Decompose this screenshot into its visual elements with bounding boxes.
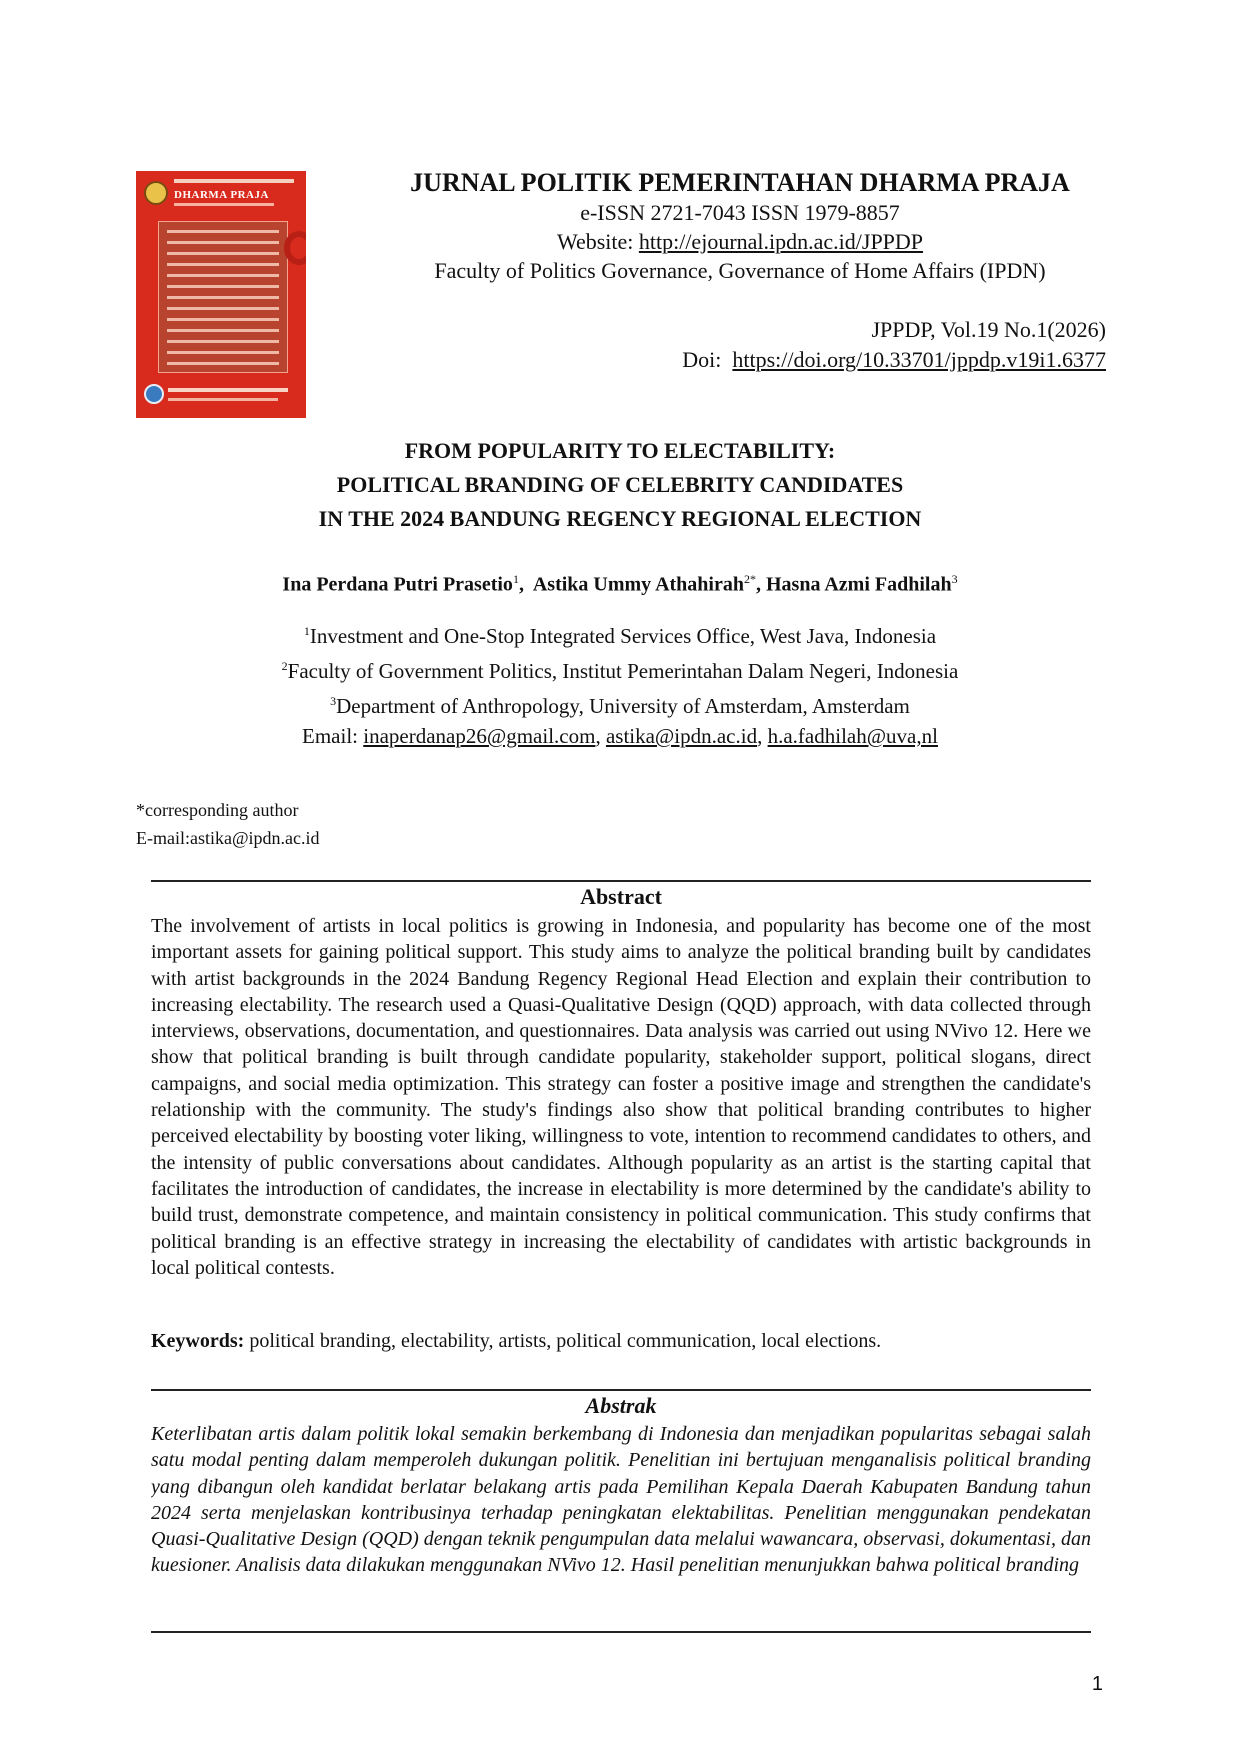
page-number: 1 <box>1091 1673 1103 1695</box>
email-link-1[interactable]: inaperdanap26@gmail.com <box>363 724 596 748</box>
cover-label: DHARMA PRAJA <box>174 189 269 201</box>
website-line: Website: http://ejournal.ipdn.ac.id/JPPDP <box>556 229 924 254</box>
abstract-top-rule <box>151 880 1091 882</box>
journal-header <box>360 168 1120 285</box>
swirl-icon <box>284 231 306 265</box>
volume-doi <box>682 315 1106 375</box>
doi-line: Doi: https://doi.org/10.33701/jppdp.v19i1.6377 <box>682 347 1106 372</box>
email-line: Email: inaperdanap26@gmail.com, astika@ipdn.ac.id, h.a.fadhilah@uva,nl <box>302 724 938 748</box>
keywords: Keywords: political branding, electability, artists, political communication, local elections. <box>151 1330 882 1352</box>
author-2: Astika Ummy Athahirah <box>532 573 744 596</box>
faculty: Faculty of Politics Governance, Governance of Home Affairs (IPDN) <box>434 258 1046 283</box>
abstract-text: The involvement of artists in local politics is growing in Indonesia, and popularity has become one of the most important assets for gaining political support. This study aims to analyze the political branding built by candidates with artist backgrounds in the 2024 Bandung Regency Regional Head Election and explain their contribution to increasing electability. The research used a Quasi-Qualitative Design (QQD) approach, with data collected through interviews, observations, documentation, and questionnaires. Data analysis was carried out using NVivo 12. Here we show that political branding is built through candidate popularity, stakeholder support, political slogans, direct campaigns, and social media optimization. This strategy can foster a positive image and strengthen the candidate's relationship with the community. The study's findings also show that political branding contributes to higher perceived electability by boosting voter liking, willingness to vote, intention to recommend candidates to others, and the intensity of public conversations about candidates. Although popularity as an artist is the starting capital that facilitates the introduction of candidates, the increase in electability is more determined by the candidate's ability to build trust, demonstrate competence, and maintain consistency in political communication. This study confirms that political branding is an effective strategy in increasing the electability of candidates with artistic backgrounds in local political contests. <box>151 915 1091 1279</box>
affiliation-1: $^1$Investment and One-Stop Integrated Services Office, West Java, Indonesia <box>303 624 937 648</box>
email-link-3[interactable]: h.a.fadhilah@uva,nl <box>767 724 938 748</box>
author-1: Ina Perdana Putri Prasetio <box>282 573 513 596</box>
affiliation-2: $^2$Faculty of Government Politics, Institut Pemerintahan Dalam Negeri, Indonesia <box>281 659 959 683</box>
journal-name: JURNAL POLITIK PEMERINTAHAN DHARMA PRAJA <box>410 168 1070 197</box>
abstrak-top-rule <box>151 1389 1091 1391</box>
corresponding-author: *corresponding author E-mail:astika@ipdn.ac.id <box>136 796 320 852</box>
doi-link[interactable]: https://doi.org/10.33701/jppdp.v19i1.6377 <box>732 347 1106 372</box>
abstract-heading: Abstract <box>580 884 662 909</box>
emblem-icon <box>144 181 168 205</box>
email-link-2[interactable]: astika@ipdn.ac.id <box>605 724 758 748</box>
keywords-label: Keywords: <box>151 1330 245 1352</box>
journal-cover-image <box>136 171 306 418</box>
issn: e-ISSN 2721-7043 ISSN 1979-8857 <box>580 200 900 225</box>
paper-title: FROM POPULARITY TO ELECTABILITY: POLITICAL BRANDING OF CELEBRITY CANDIDATES IN THE 2024 BANDUNG REGENCY REGIONAL ELECTION <box>318 438 922 531</box>
affiliation-3: $^3$Department of Anthropology, University of Amsterdam, Amsterdam <box>330 694 910 718</box>
author-list: Ina Perdana Putri Prasetio$^1$, Astika Ummy Athahirah$^{2*}$, Hasna Azmi Fadhilah$^3$ <box>282 572 958 596</box>
ipdn-logo-icon <box>144 384 164 404</box>
abstrak-heading: Abstrak <box>585 1393 657 1418</box>
website-link[interactable]: http://ejournal.ipdn.ac.id/JPPDP <box>638 229 924 254</box>
abstrak-text: Keterlibatan artis dalam politik lokal semakin berkembang di Indonesia dan menjadikan popularitas sebagai salah satu modal penting dalam memperoleh dukungan politik. Penelitian ini bertujuan menganalisis political branding yang dibangun oleh kandidat berlatar belakang artis pada Pemilihan Kepala Daerah Kabupaten Bandung tahun 2024 serta menjelaskan kontribusinya terhadap peningkatan elektabilitas. Penelitian menggunakan pendekatan Quasi-Qualitative Design (QQD) dengan teknik pengumpulan data melalui wawancara, observasi, dokumentasi, dan kuesioner. Analisis data dilakukan menggunakan NVivo 12. Hasil penelitian menunjukkan bahwa political branding <box>151 1421 1091 1633</box>
volume: JPPDP, Vol.19 No.1(2026) <box>871 317 1106 342</box>
author-3: Hasna Azmi Fadhilah <box>765 573 952 596</box>
cover-panel <box>158 221 288 373</box>
affiliations <box>120 616 1120 751</box>
corresponding-email: E-mail:astika@ipdn.ac.id <box>136 828 320 848</box>
